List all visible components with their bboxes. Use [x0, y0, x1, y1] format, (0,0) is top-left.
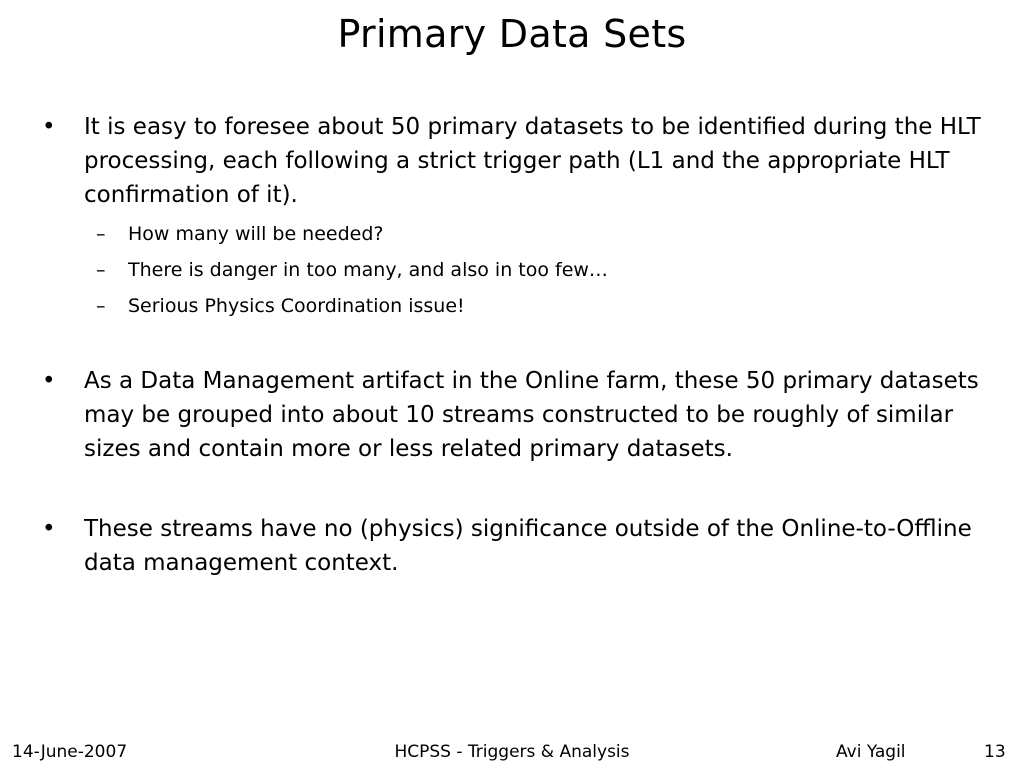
footer-page-number: 13: [984, 742, 1006, 762]
bullet-mark: •: [42, 516, 56, 542]
sub-bullet-item: [42, 216, 982, 252]
slide-title: Primary Data Sets: [337, 12, 687, 56]
sub-bullet-item: [42, 288, 982, 324]
slide-body: [42, 110, 982, 580]
sub-bullet-mark: –: [96, 223, 106, 245]
bullet-item: [42, 512, 982, 580]
sub-bullet-text: How many will be needed?: [128, 223, 384, 245]
bullet-item: [42, 110, 982, 212]
sub-bullet-text: Serious Physics Coordination issue!: [128, 295, 465, 317]
sub-bullet-item: [42, 252, 982, 288]
footer-author: Avi Yagil: [836, 742, 906, 762]
bullet-text: These streams have no (physics) significance outside of the Online-to-Offline data management context.: [84, 516, 972, 576]
sub-bullet-mark: –: [96, 259, 106, 281]
bullet-mark: •: [42, 368, 56, 394]
sub-bullet-mark: –: [96, 295, 106, 317]
sub-bullet-list: [42, 216, 982, 324]
footer-event: HCPSS - Triggers & Analysis: [394, 742, 630, 762]
bullet-text: It is easy to foresee about 50 primary datasets to be identified during the HLT processing, each following a strict trigger path (L1 and the appropriate HLT confirmation of it).: [84, 114, 981, 208]
sub-bullet-text: There is danger in too many, and also in too few…: [128, 259, 608, 281]
bullet-mark: •: [42, 114, 56, 140]
bullet-item: [42, 364, 982, 466]
footer-date: 14-June-2007: [12, 742, 128, 762]
bullet-text: As a Data Management artifact in the Online farm, these 50 primary datasets may be grouped into about 10 streams constructed to be roughly of similar sizes and contain more or less related primary datasets.: [84, 368, 979, 462]
